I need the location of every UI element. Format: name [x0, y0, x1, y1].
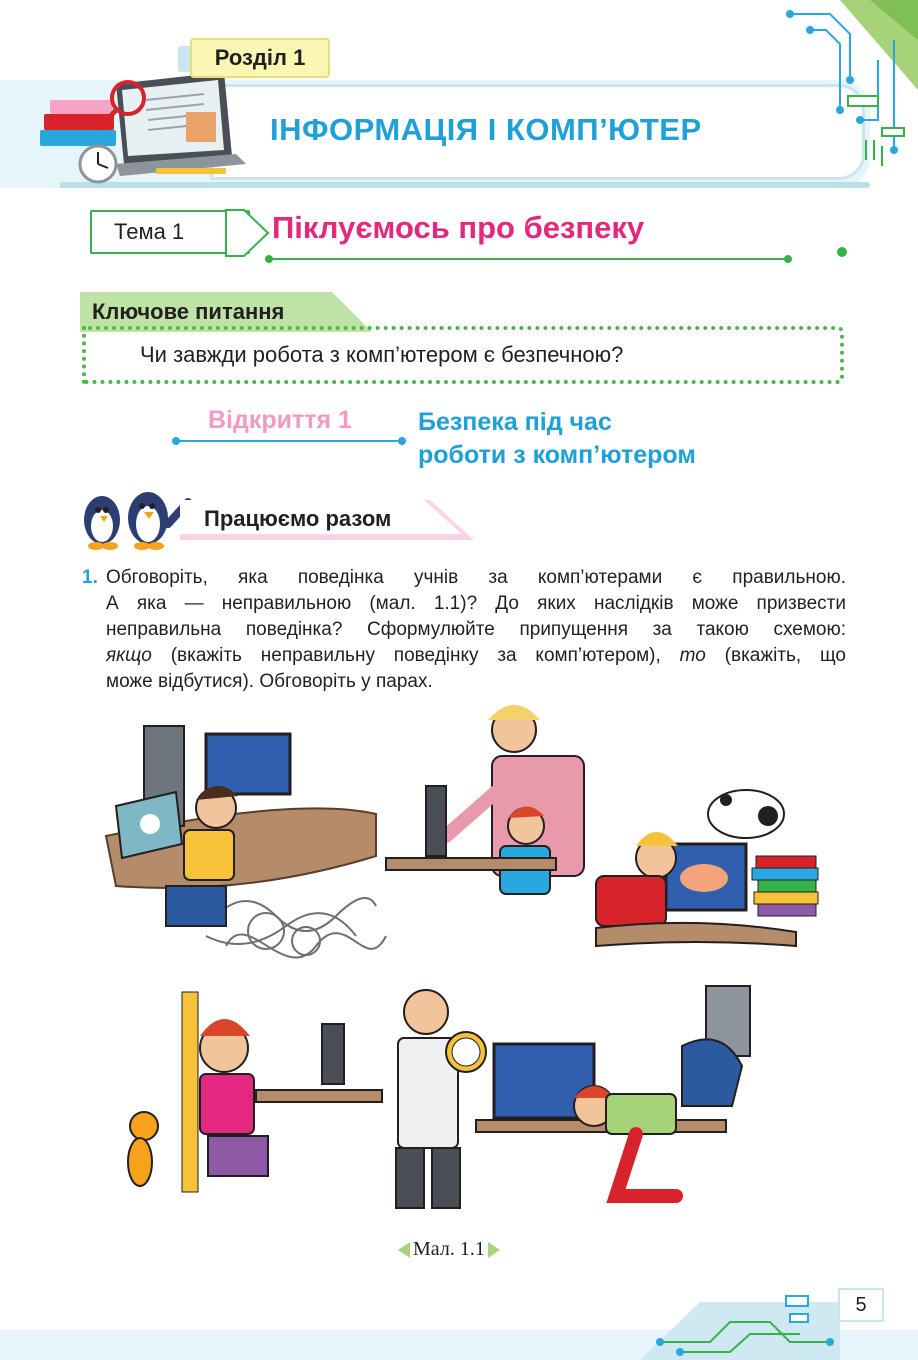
discovery-line-dot-left [170, 435, 182, 447]
topic-title: Піклуємось про безпеку [272, 210, 645, 245]
penguins-icon [76, 484, 196, 552]
topic-line-dot-right [781, 252, 795, 266]
task-if-word: якщо [106, 645, 152, 666]
task-number: 1. [82, 567, 98, 588]
topic-label: Тема 1 [90, 210, 250, 254]
task-line-3: неправильна поведінка? Сформулюйте припущення за такою схемою: [106, 619, 846, 640]
caption-right-arrow-icon [488, 1242, 500, 1258]
task-line-4-end: (вкажіть, що [705, 645, 846, 666]
task-line-4 [106, 643, 846, 669]
discovery-underline [176, 440, 400, 442]
caption-left-arrow-icon [398, 1242, 410, 1258]
work-together-label: Працюємо разом [204, 506, 392, 531]
key-question-box-left [82, 326, 90, 384]
discovery-line-dot-right [396, 435, 408, 447]
section-label: Розділ 1 [190, 38, 330, 78]
task-line-1: Обговоріть, яка поведінка учнів за комп’ютерами є правильною. [106, 567, 846, 588]
task-text [106, 565, 846, 695]
circuit-decoration-top [770, 0, 918, 170]
task-line-4-mid: (вкажіть неправильну поведінку за комп’ютером), [151, 645, 680, 666]
circuit-decoration-bottom [640, 1282, 840, 1360]
task-then-word: то [679, 645, 706, 666]
students-computers-illustration [96, 696, 836, 1232]
figure-caption-text: Мал. 1.1 [413, 1238, 485, 1260]
task-line-2: А яка — неправильною (мал. 1.1)? До яких наслідків може призвести [106, 593, 846, 614]
discovery-title-line2: роботи з комп’ютером [418, 441, 696, 469]
chapter-title: ІНФОРМАЦІЯ І КОМП’ЮТЕР [270, 112, 702, 147]
task-line-5: може відбутися). Обговоріть у парах. [106, 671, 433, 692]
topic-line-dot-left [262, 252, 276, 266]
key-question-label: Ключове питання [92, 299, 285, 324]
key-question-text: Чи завжди робота з комп’ютером є безпечною? [140, 342, 624, 367]
discovery-title [418, 406, 696, 472]
discovery-label: Відкриття 1 [208, 406, 352, 434]
topic-end-dot [832, 242, 852, 262]
topic-underline [268, 258, 788, 260]
figure-caption [398, 1238, 500, 1261]
discovery-title-line1: Безпека під час [418, 408, 612, 436]
page-number: 5 [838, 1288, 884, 1322]
